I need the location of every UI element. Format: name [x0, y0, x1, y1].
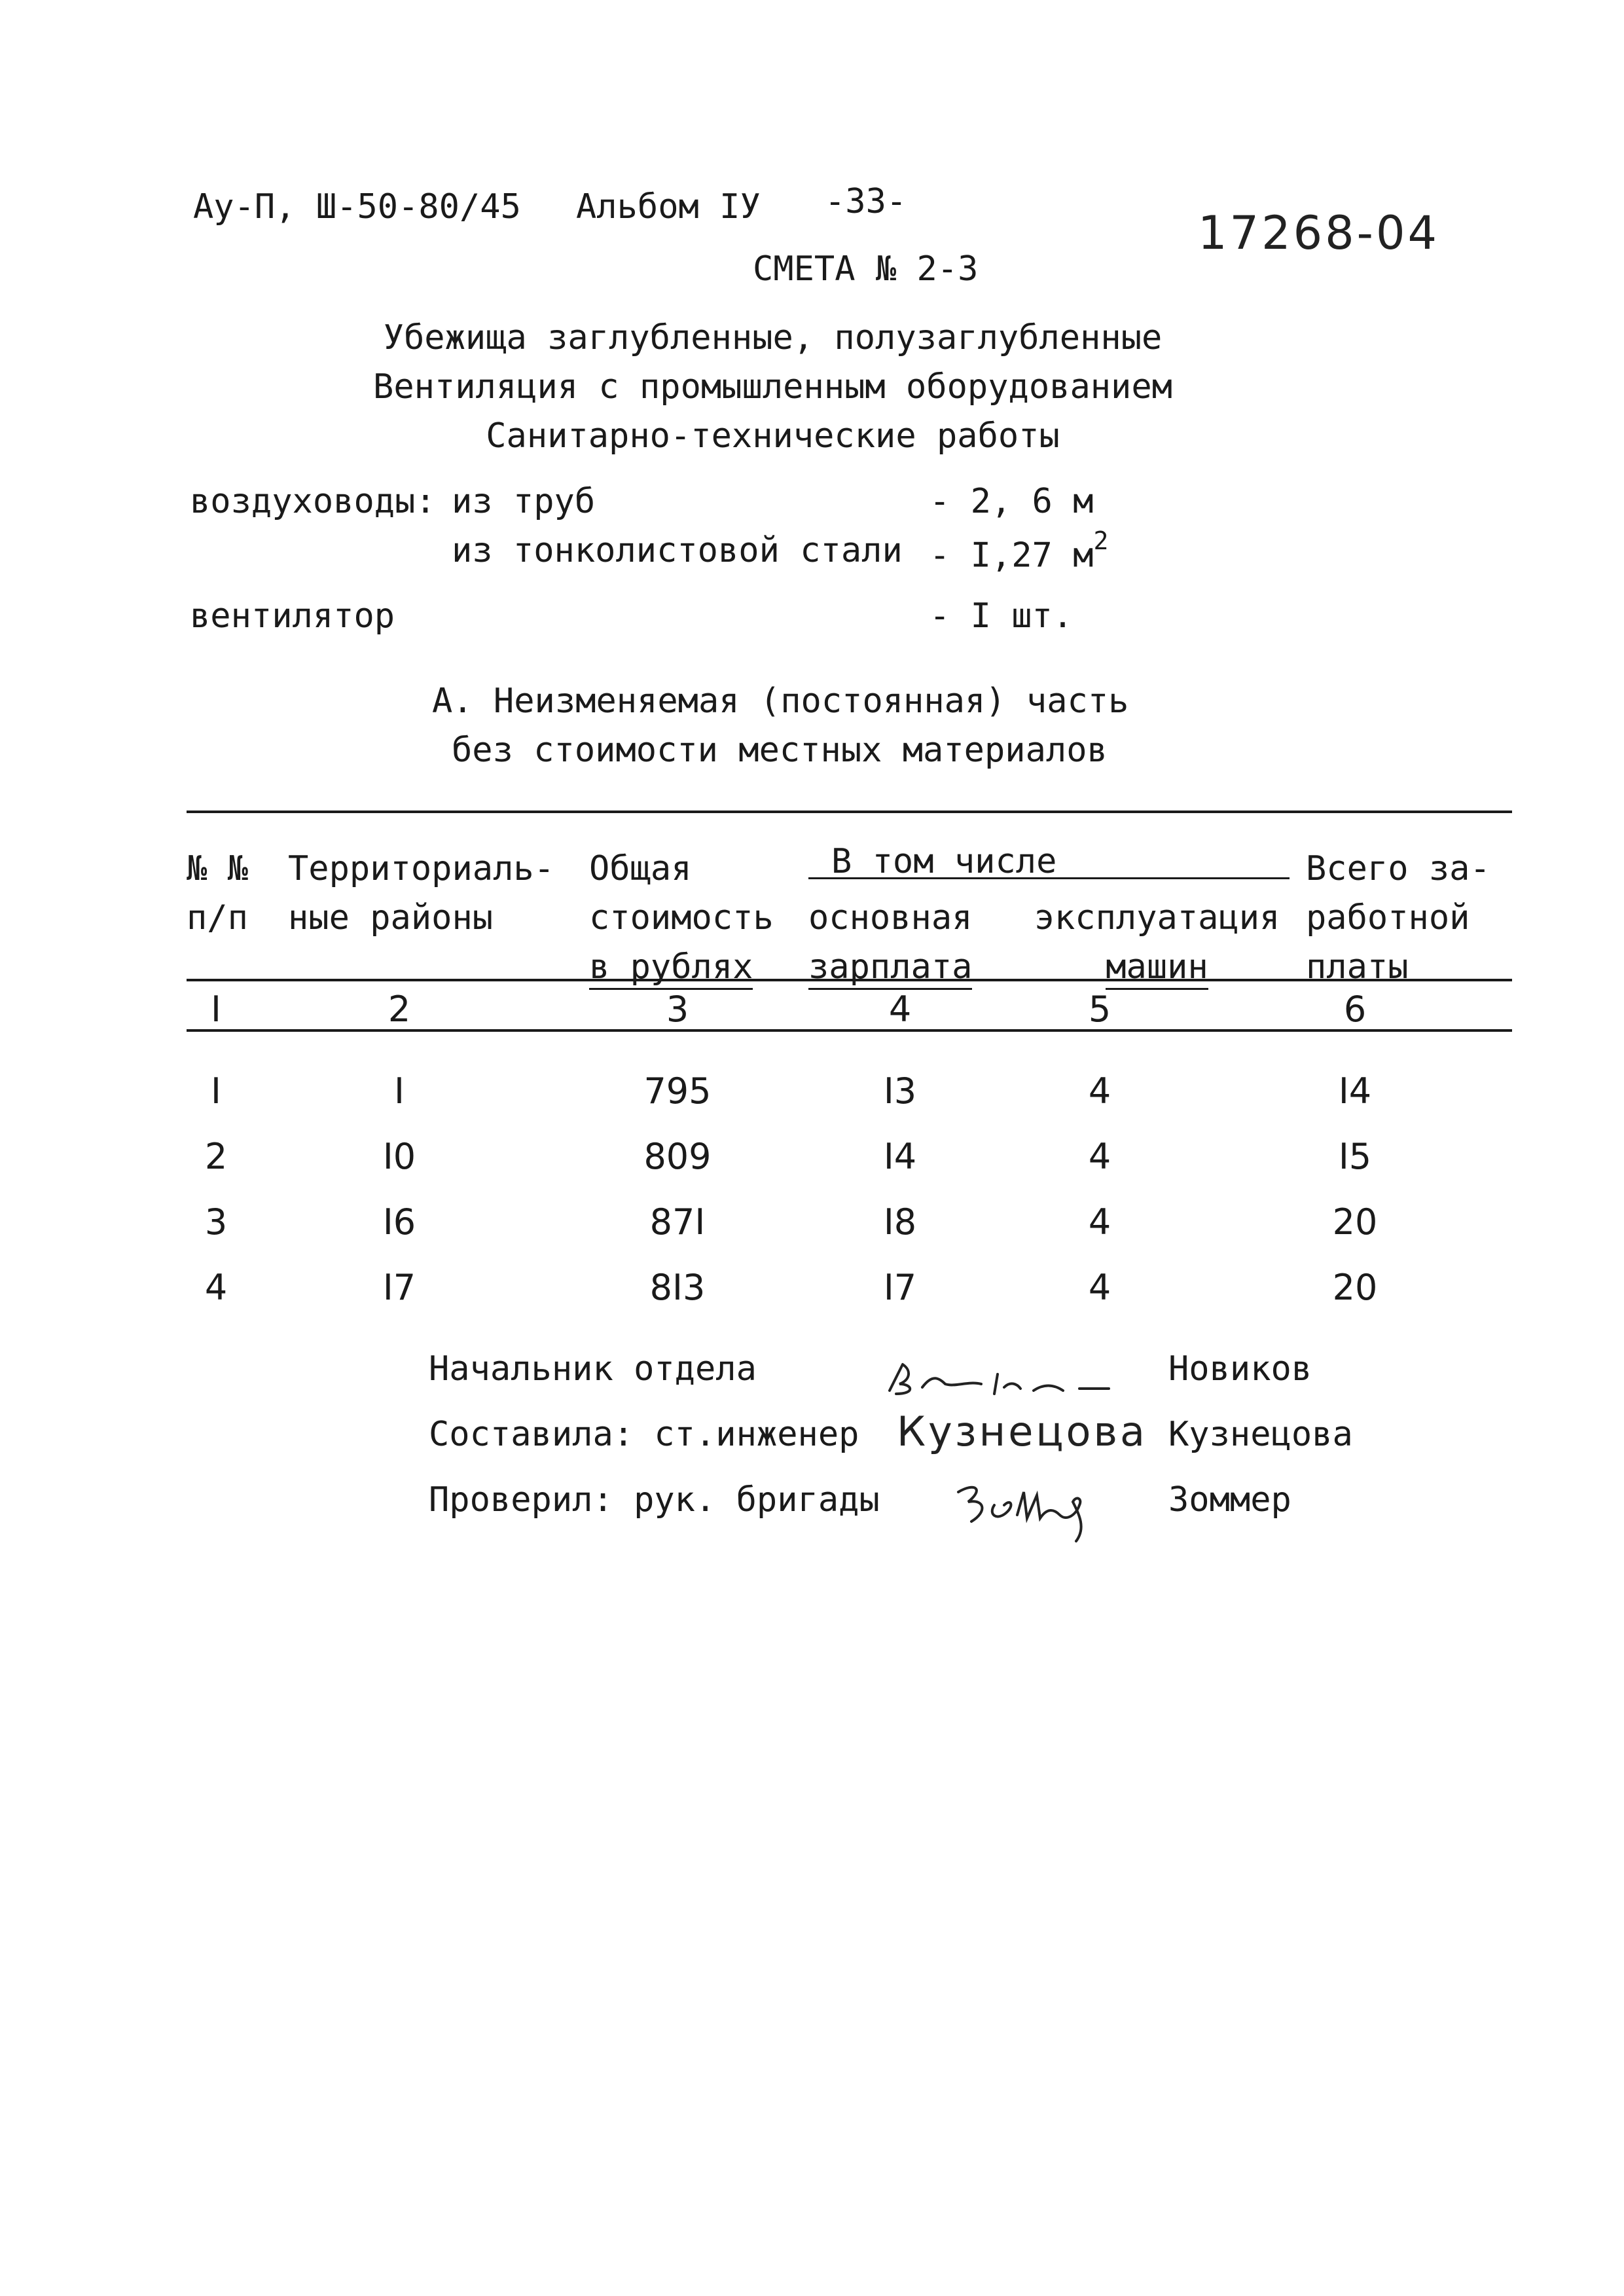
header-col-total-salary: Всего за- работной платы: [1306, 849, 1490, 987]
subtitle-line-1: Убежища заглубленные, полузаглубленные: [383, 318, 1163, 357]
cell-region: I: [394, 1070, 405, 1112]
header-col-region: Территориаль- ные районы: [288, 849, 554, 938]
table-top-rule: [187, 811, 1512, 813]
handwritten-signature-checker: [936, 1463, 1119, 1550]
cell-region: I0: [382, 1136, 416, 1177]
fan-value: - I шт.: [929, 596, 1074, 636]
column-number-5: 5: [1088, 989, 1111, 1030]
signature-role-checker: Проверил: рук. бригады: [429, 1480, 880, 1520]
cell-number: I: [211, 1070, 221, 1112]
cell-base-salary: I3: [883, 1070, 917, 1112]
signature-role-head: Начальник отдела: [429, 1349, 757, 1389]
cell-region: I7: [382, 1267, 416, 1308]
cell-total-cost: 795: [643, 1070, 712, 1112]
column-number-4: 4: [888, 989, 912, 1030]
pipes-label: из труб: [452, 482, 596, 521]
cell-machines: 4: [1088, 1201, 1111, 1243]
cell-number: 4: [204, 1267, 228, 1308]
handwritten-signature-engineer: Кузнецова: [897, 1408, 1148, 1455]
cell-number: 2: [204, 1136, 228, 1177]
estimate-title: СМЕТА № 2-3: [753, 249, 979, 289]
header-group-including: В том числе: [831, 842, 1057, 881]
page-number: -33-: [825, 182, 907, 221]
ducts-label: воздуховоды:: [190, 482, 436, 521]
signature-name-engineer: Кузнецова: [1168, 1415, 1353, 1454]
header-col-base-salary: основная зарплата: [808, 894, 972, 992]
cell-machines: 4: [1088, 1136, 1111, 1177]
cell-total-salary: I4: [1338, 1070, 1372, 1112]
cell-number: 3: [204, 1201, 228, 1243]
fan-label: вентилятор: [190, 596, 395, 636]
column-number-1: I: [211, 989, 221, 1030]
document-code: Ау-П, Ш-50-80/45: [193, 187, 521, 227]
cell-base-salary: I7: [883, 1267, 917, 1308]
cell-region: I6: [382, 1201, 416, 1243]
cell-total-salary: 20: [1332, 1201, 1378, 1243]
cell-total-cost: 809: [643, 1136, 712, 1177]
subtitle-line-3: Санитарно-технические работы: [486, 416, 1060, 456]
column-number-6: 6: [1343, 989, 1367, 1030]
cell-base-salary: I8: [883, 1201, 917, 1243]
section-title: А. Неизменяемая (постоянная) часть: [432, 682, 1129, 721]
sheet-steel-label: из тонколистовой стали: [452, 531, 903, 570]
cell-machines: 4: [1088, 1267, 1111, 1308]
signature-role-engineer: Составила: ст.инженер: [429, 1415, 859, 1454]
cell-base-salary: I4: [883, 1136, 917, 1177]
archive-number: 17268-04: [1198, 206, 1440, 260]
pipes-value: - 2, 6 м: [929, 482, 1094, 521]
column-number-2: 2: [388, 989, 411, 1030]
handwritten-signature-head: [871, 1342, 1132, 1410]
cell-total-salary: 20: [1332, 1267, 1378, 1308]
signature-name-checker: Зоммер: [1168, 1480, 1291, 1520]
header-col-total-cost: Общая стоимость в рублях: [589, 845, 774, 992]
cell-total-cost: 8I3: [649, 1267, 706, 1308]
signature-name-head: Новиков: [1168, 1349, 1312, 1389]
section-subtitle: без стоимости местных материалов: [452, 731, 1108, 770]
header-col-machines: эксплуатация машин: [1024, 894, 1290, 992]
cell-machines: 4: [1088, 1070, 1111, 1112]
subtitle-line-2: Вентиляция с промышленным оборудованием: [373, 367, 1172, 407]
header-col-number: № № п/п: [187, 849, 248, 938]
cell-total-salary: I5: [1338, 1136, 1372, 1177]
sheet-steel-value: - I,27 $м^2$: [929, 526, 1109, 575]
cell-total-cost: 87I: [649, 1201, 706, 1243]
column-number-3: 3: [666, 989, 689, 1030]
album-label: Альбом IУ: [576, 187, 761, 227]
